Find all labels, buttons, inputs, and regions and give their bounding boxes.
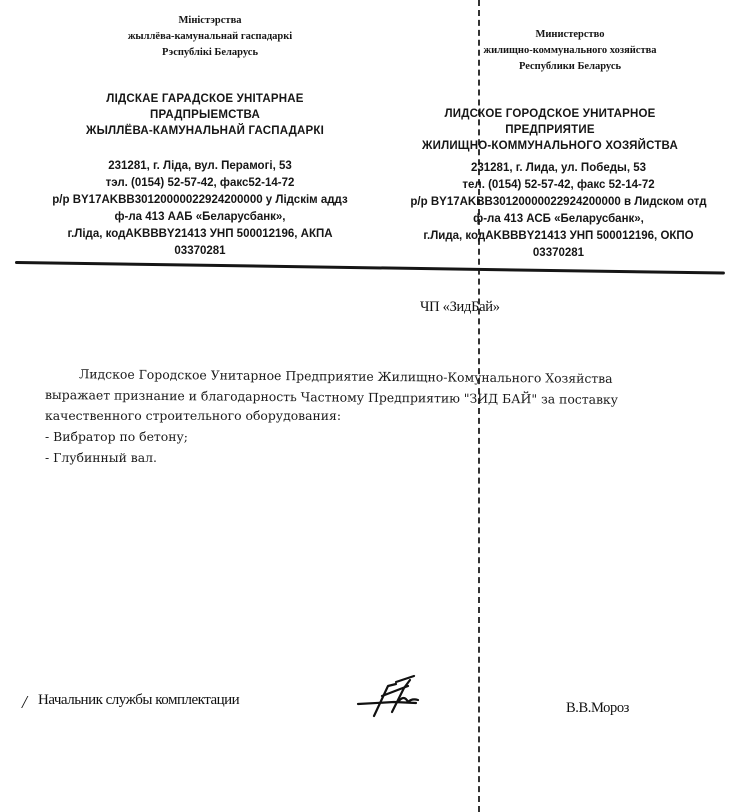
left-org-line: ПРАДПРЫЕМСТВА bbox=[150, 109, 260, 121]
right-org-line: ЛИДСКОЕ ГОРОДСКОЕ УНИТАРНОЕ bbox=[444, 108, 656, 120]
right-address-line: г.Лида, кодAKBBBY21413 УНП 500012196, ОКПО bbox=[423, 230, 694, 242]
left-ministry-line: Рэспублікі Беларусь bbox=[161, 47, 258, 58]
body-line: Лидское Городское Унитарное Предприятие Жилищно-Комунального Хозяйства bbox=[78, 366, 613, 386]
left-address-line: р/р BY17AKBB30120000022924200000 у Лідскім аддз bbox=[52, 194, 348, 206]
list-item: - Глубинный вал. bbox=[45, 450, 157, 465]
left-address-line: 03370281 bbox=[174, 245, 226, 257]
letterhead-divider bbox=[15, 261, 725, 275]
letter-body bbox=[45, 363, 725, 468]
signature-slash: / bbox=[22, 692, 28, 712]
left-ministry-line: Міністэрства bbox=[178, 15, 242, 26]
right-ministry-line: жилищно-коммунального хозяйства bbox=[483, 45, 657, 56]
left-address-block bbox=[10, 158, 390, 260]
body-line: выражает признание и благодарность Частному Предприятию "ЗИД БАЙ" за поставку bbox=[44, 387, 619, 408]
left-organization-name bbox=[40, 91, 370, 139]
right-address-line: р/р BY17AKBB30120000022924200000 в Лидском отд bbox=[410, 196, 707, 208]
signatory-name: В.В.Мороз bbox=[566, 700, 630, 716]
right-organization-name bbox=[390, 106, 710, 154]
right-address-line: 231281, г. Лида, ул. Победы, 53 bbox=[470, 162, 647, 174]
body-line: качественного строительного оборудования: bbox=[45, 408, 342, 423]
right-ministry-header bbox=[420, 27, 720, 75]
left-address-line: г.Ліда, кодAKBBBY21413 УНП 500012196, АКПА bbox=[67, 228, 333, 240]
right-address-block bbox=[380, 160, 737, 262]
right-ministry-line: Республики Беларусь bbox=[518, 61, 622, 72]
right-address-line: 03370281 bbox=[532, 247, 585, 259]
right-address-line: ф-ла 413 АСБ «Беларусбанк», bbox=[473, 213, 644, 225]
handwritten-signature bbox=[352, 672, 422, 720]
list-item: - Вибратор по бетону; bbox=[45, 429, 188, 444]
left-ministry-header bbox=[60, 13, 360, 61]
left-address-line: 231281, г. Ліда, вул. Перамогі, 53 bbox=[108, 160, 292, 172]
signatory-position: Начальник службы комплектации bbox=[38, 692, 240, 708]
left-ministry-line: жыллёва-камунальнай гаспадаркі bbox=[127, 31, 293, 42]
right-org-line: ЖИЛИЩНО-КОММУНАЛЬНОГО ХОЗЯЙСТВА bbox=[422, 140, 678, 152]
recipient: ЧП «ЗидБай» bbox=[420, 299, 500, 315]
right-address-line: тел. (0154) 52-57-42, факс 52-14-72 bbox=[462, 179, 655, 191]
left-org-line: ЖЫЛЛЁВА-КАМУНАЛЬНАЙ ГАСПАДАРКІ bbox=[85, 125, 325, 137]
right-org-line: ПРЕДПРИЯТИЕ bbox=[505, 124, 595, 136]
left-org-line: ЛІДСКАЕ ГАРАДСКОЕ УНІТАРНАЕ bbox=[106, 93, 304, 105]
left-address-line: тэл. (0154) 52-57-42, факс52-14-72 bbox=[105, 177, 295, 189]
left-address-line: ф-ла 413 ААБ «Беларусбанк», bbox=[114, 211, 286, 223]
right-ministry-line: Министерство bbox=[535, 29, 605, 40]
